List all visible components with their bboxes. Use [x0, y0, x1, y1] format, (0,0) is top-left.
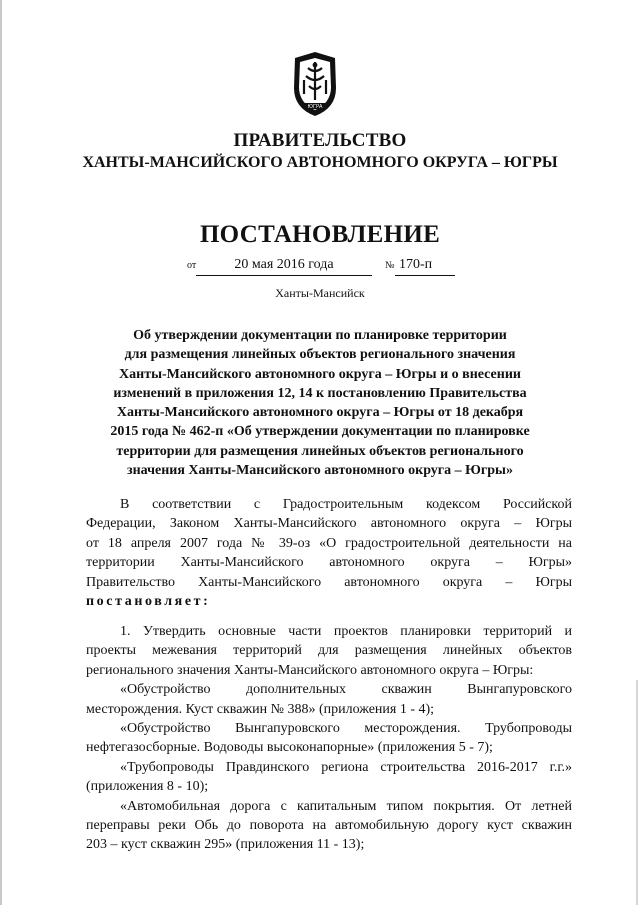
preamble-line: Федерации, Законом Ханты-Мансийского автономного округа – Югры: [86, 516, 572, 532]
item-line: проекты межевания территорий для размещения линейных объектов: [86, 643, 572, 659]
decree-place: Ханты-Мансийск: [275, 286, 365, 300]
preamble-verb: постановляет:: [86, 594, 211, 610]
preamble-line: территории Ханты-Мансийского автономного округа – Югры»: [86, 555, 572, 571]
subject-line: 2015 года № 462-п «Об утверждении документации по планировке: [110, 424, 530, 440]
subject-line: Об утверждении документации по планировке территории: [133, 328, 507, 343]
subject-line: Ханты-Мансийского автономного округа – Югры и о внесении: [119, 366, 521, 382]
subject-line: Ханты-Мансийского автономного округа – Югры от 18 декабря: [116, 405, 524, 421]
subject-line: значения Ханты-Мансийского автономного округа – Югры»: [126, 463, 513, 479]
preamble-line: Правительство Ханты-Мансийского автономного округа – Югры: [86, 574, 572, 590]
item-line: «Обустройство дополнительных скважин Вынгапуровского: [120, 682, 572, 698]
decree-subject: [96, 326, 544, 480]
preamble-line: В соответствии с Градостроительным кодексом Российской: [120, 497, 572, 512]
preamble-paragraph: [86, 495, 572, 611]
decree-date: 20 мая 2016 года: [196, 255, 372, 276]
subject-line: территории для размещения линейных объектов регионального: [116, 443, 524, 459]
decree-number: 170-п: [395, 255, 455, 276]
government-region: ХАНТЫ-МАНСИЙСКОГО АВТОНОМНОГО ОКРУГА – ЮГРЫ: [82, 154, 558, 171]
preamble-line: от 18 апреля 2007 года № 39-оз «О градостроительной деятельности на: [86, 535, 572, 551]
item-line: месторождения. Куст скважин № 388» (приложения 1 - 4);: [86, 701, 435, 717]
item-line: переправы реки Обь до поворота на автомобильную дорогу куст скважин: [86, 818, 572, 834]
date-prefix: от: [187, 260, 197, 271]
item-1-paragraph: [86, 622, 572, 855]
item-line: «Автомобильная дорога с капитальным типом покрытия. От летней: [120, 798, 572, 814]
subject-line: для размещения линейных объектов регионального значения: [124, 347, 516, 363]
svg-text:ЮГРА: ЮГРА: [307, 104, 323, 110]
coat-of-arms-icon: [290, 50, 340, 118]
item-line: (приложения 8 - 10);: [86, 779, 209, 795]
government-name: ПРАВИТЕЛЬСТВО: [233, 130, 407, 151]
item-line: «Обустройство Вынгапуровского месторождения. Трубопроводы: [120, 721, 572, 737]
decree-title: ПОСТАНОВЛЕНИЕ: [199, 221, 441, 248]
item-line: регионального значения Ханты-Мансийского автономного округа – Югры:: [86, 662, 534, 678]
item-line: «Трубопроводы Правдинского региона строительства 2016-2017 г.г.»: [120, 759, 572, 775]
decree-date-row: [0, 255, 640, 277]
item-line: нефтегазосборные. Водоводы высоконапорные» (приложения 5 - 7);: [86, 740, 493, 756]
number-prefix: №: [385, 260, 395, 271]
item-line: 1. Утвердить основные части проектов планировки территорий и: [120, 624, 572, 639]
item-line: 203 – куст скважин 295» (приложения 11 - 13);: [86, 837, 365, 853]
scan-edge-right: [636, 680, 638, 905]
subject-line: изменений в приложения 12, 14 к постановлению Правительства: [113, 385, 527, 401]
